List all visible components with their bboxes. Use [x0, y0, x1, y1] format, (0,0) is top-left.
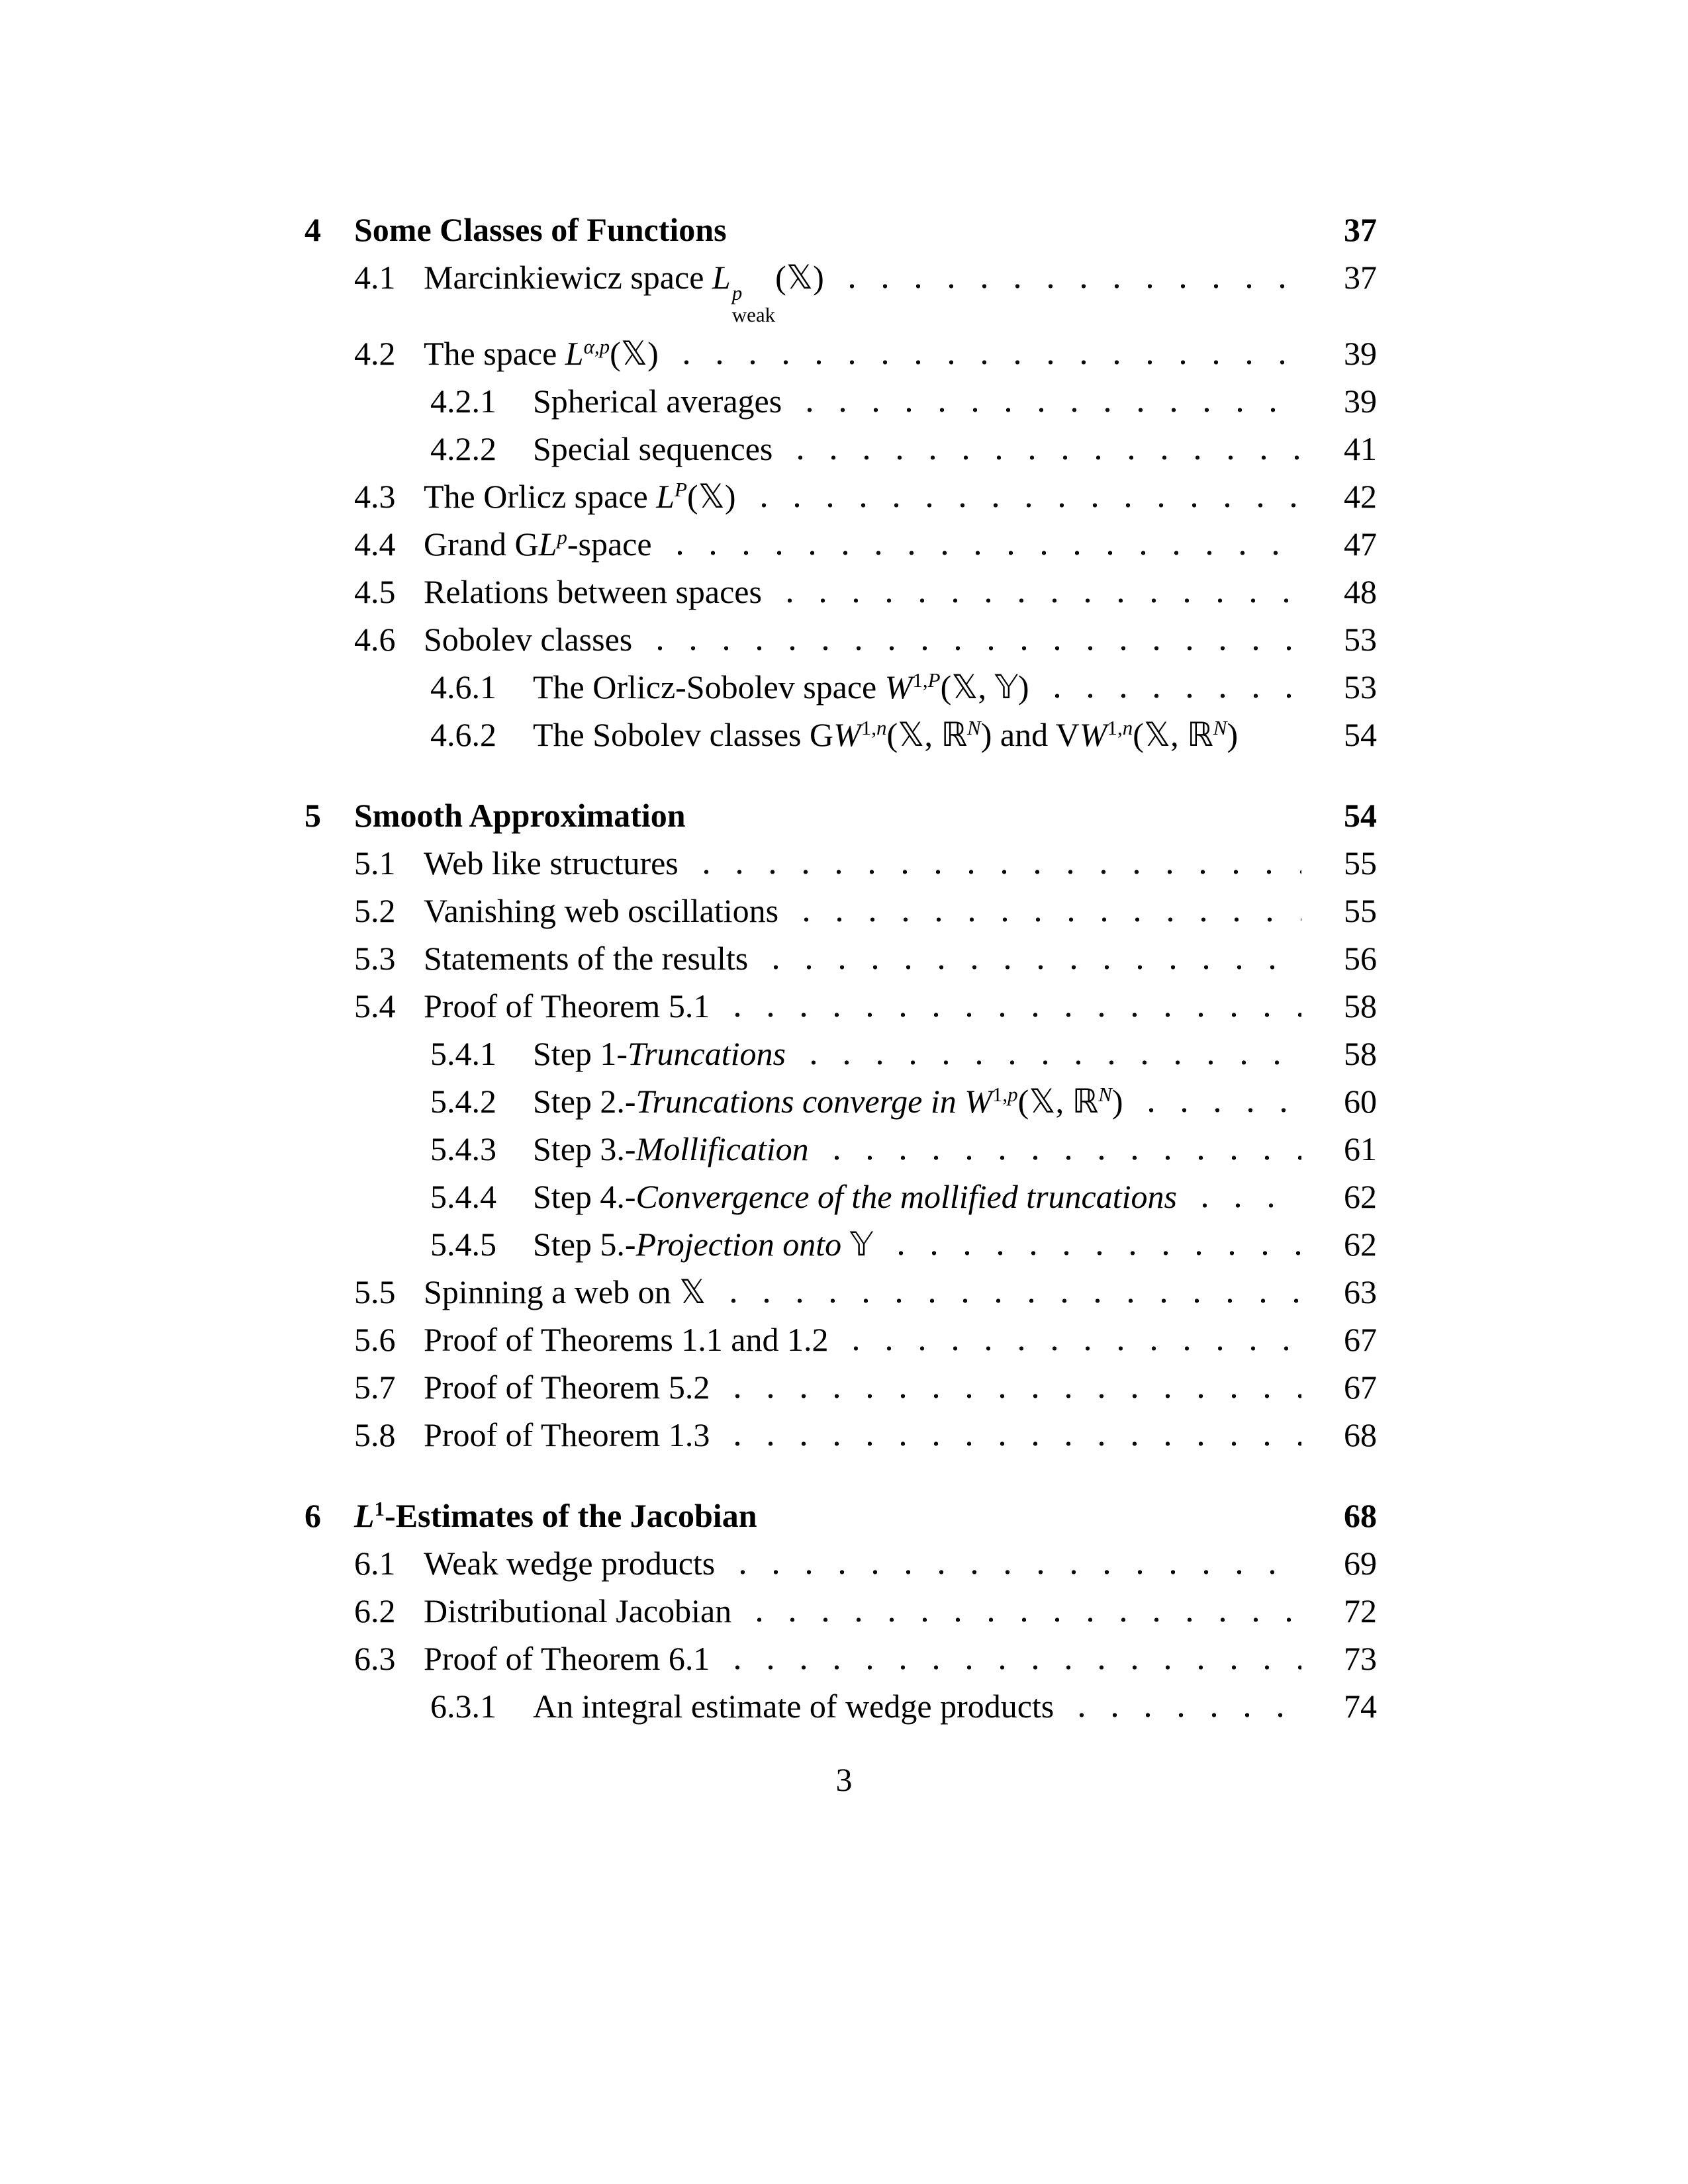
- dot-leader: [1041, 694, 1301, 698]
- blackboard-letter: ℝ: [941, 715, 968, 754]
- dot-leader: [722, 1665, 1301, 1670]
- toc-entry-page: 55: [1344, 844, 1377, 882]
- dot-leader: [739, 236, 1301, 241]
- dot-leader: [690, 870, 1301, 874]
- toc-entry-title: Proof of Theorem 1.3: [424, 1416, 710, 1454]
- toc-entry-page: 53: [1344, 621, 1377, 659]
- toc-entry-4.2.2: [305, 430, 1377, 469]
- toc-entry-number: 6: [305, 1497, 321, 1535]
- blackboard-letter: �: [620, 334, 648, 373]
- toc-entry-number: 4.6.2: [430, 716, 496, 754]
- toc-entry-page: 56: [1344, 940, 1377, 978]
- script-W: W: [1079, 716, 1107, 754]
- toc-entry-title: Weak wedge products: [424, 1545, 716, 1582]
- dot-leader: [821, 1156, 1301, 1160]
- toc-entry-number: 5.4.4: [430, 1178, 496, 1216]
- toc-entry-number: 4.5: [354, 573, 396, 611]
- blackboard-letter: �: [951, 668, 978, 707]
- toc-entry-number: 4.4: [354, 525, 396, 563]
- toc-entry-5.1: [305, 844, 1377, 883]
- toc-entry-number: 4.6: [354, 621, 396, 659]
- toc-entry-page: 68: [1344, 1497, 1377, 1535]
- toc-entry-number: 4.2: [354, 335, 396, 373]
- toc-entry-5.4: [305, 987, 1377, 1026]
- toc-entry-page: 74: [1344, 1688, 1377, 1725]
- dot-leader: [698, 822, 1301, 827]
- toc-entry-page: 63: [1344, 1273, 1377, 1311]
- toc-entry-4.5: [305, 572, 1377, 612]
- toc-entry-number: 5.4.2: [430, 1083, 496, 1120]
- blackboard-letter: �: [698, 477, 725, 516]
- dot-leader: [727, 1570, 1301, 1574]
- toc-entry-4.6.2: [305, 715, 1377, 754]
- toc-entry-title: Proof of Theorems 1.1 and 1.2: [424, 1321, 829, 1359]
- toc-entry-title: Step 3.-Mollification: [533, 1130, 809, 1168]
- toc-entry-5.2: [305, 891, 1377, 931]
- blackboard-letter: �: [679, 1273, 706, 1312]
- toc-entry-5.3: [305, 939, 1377, 978]
- toc-section-4: [305, 210, 1377, 250]
- toc-entry-page: 62: [1344, 1178, 1377, 1216]
- toc-entry-number: 4.3: [354, 478, 396, 516]
- toc-entry-page: 37: [1344, 211, 1377, 248]
- toc-entry-4.1: [305, 258, 1377, 326]
- toc-entry-title: Vanishing web oscillations: [424, 892, 779, 930]
- toc-entry-title: Proof of Theorem 5.2: [424, 1369, 710, 1406]
- table-of-contents: [305, 210, 1377, 1735]
- toc-entry-title: Web like structures: [424, 844, 679, 882]
- toc-entry-6.3.1: [305, 1687, 1377, 1726]
- page-footer: [0, 1760, 1688, 1799]
- toc-entry-title: Spherical averages: [533, 383, 782, 420]
- dot-leader: [784, 455, 1301, 460]
- toc-entry-page: 55: [1344, 892, 1377, 930]
- dot-leader: [644, 646, 1301, 651]
- toc-entry-title: Marcinkiewicz space L p weak (�): [424, 258, 824, 326]
- toc-entry-title: Step 5.-Projection onto �: [533, 1225, 874, 1264]
- toc-entry-page: 42: [1344, 478, 1377, 516]
- toc-entry-page: 37: [1344, 259, 1377, 296]
- toc-entry-number: 4.6.1: [430, 668, 496, 706]
- dot-leader: [798, 1060, 1301, 1065]
- toc-entry-page: 48: [1344, 573, 1377, 611]
- dot-leader: [1250, 741, 1301, 746]
- toc-entry-title: The Orlicz-Sobolev space $W^{1,P}(�$, �): [533, 668, 1029, 707]
- toc-entry-page: 60: [1344, 1083, 1377, 1120]
- toc-entry-page: 72: [1344, 1592, 1377, 1630]
- toc-entry-4.2.1: [305, 382, 1377, 421]
- dot-leader: [774, 598, 1301, 603]
- toc-entry-4.6.1: [305, 668, 1377, 707]
- blackboard-letter: �: [849, 1225, 874, 1264]
- dot-leader: [1135, 1108, 1301, 1113]
- toc-entry-title: Grand $GL^p$-space: [424, 525, 652, 563]
- toc-entry-6.3: [305, 1639, 1377, 1678]
- toc-entry-title: Some Classes of Functions: [354, 211, 727, 248]
- toc-entry-number: 4.1: [354, 259, 396, 296]
- script-L: L: [656, 478, 675, 516]
- toc-entry-page: 58: [1344, 1035, 1377, 1073]
- toc-entry-number: 4.2.1: [430, 383, 496, 420]
- toc-entry-title: Special sequences: [533, 430, 773, 468]
- dot-leader: [794, 408, 1301, 412]
- blackboard-letter: �: [1029, 1082, 1056, 1121]
- toc-entry-page: 73: [1344, 1640, 1377, 1678]
- dot-leader: [769, 1522, 1302, 1527]
- toc-entry-number: 6.3: [354, 1640, 396, 1678]
- toc-entry-number: 5.2: [354, 892, 396, 930]
- dot-leader: [722, 1394, 1301, 1398]
- toc-entry-title: The Sobolev classes GW$^{1,n}$(�, ℝ$^N$) and VW$^{1,n}$(�, ℝ$^N$): [533, 715, 1239, 754]
- toc-entry-4.2: [305, 334, 1377, 373]
- dot-leader: [718, 1298, 1301, 1303]
- script-L: L: [354, 1497, 375, 1535]
- toc-section-6: [305, 1496, 1377, 1535]
- toc-entry-6.1: [305, 1544, 1377, 1583]
- toc-section-5: [305, 796, 1377, 835]
- toc-entry-page: 47: [1344, 525, 1377, 563]
- toc-entry-title: The Orlicz space $L^P(�)$: [424, 477, 736, 516]
- toc-entry-number: 5.6: [354, 1321, 396, 1359]
- toc-entry-page: 68: [1344, 1416, 1377, 1454]
- toc-entry-number: 4: [305, 211, 321, 248]
- blackboard-letter: �: [994, 668, 1018, 707]
- blackboard-letter: �: [898, 715, 925, 754]
- toc-entry-4.6: [305, 620, 1377, 659]
- toc-entry-title: The space $L^{\alpha,p}(�)$: [424, 334, 659, 373]
- dot-leader: [836, 284, 1301, 289]
- toc-entry-4.3: [305, 477, 1377, 516]
- blackboard-letter: ℝ: [1072, 1082, 1099, 1121]
- blackboard-letter: �: [786, 258, 814, 296]
- dot-leader: [790, 917, 1301, 922]
- toc-entry-number: 5: [305, 797, 321, 835]
- dot-leader: [671, 360, 1301, 365]
- toc-entry-page: 62: [1344, 1226, 1377, 1263]
- toc-entry-5.8: [305, 1416, 1377, 1455]
- toc-entry-number: 5.8: [354, 1416, 396, 1454]
- toc-entry-title: Step 4.-Convergence of the mollified truncations: [533, 1178, 1177, 1216]
- toc-entry-title: Step 1-Truncations: [533, 1035, 786, 1073]
- toc-entry-title: Statements of the results: [424, 940, 749, 978]
- toc-entry-number: 5.4.5: [430, 1226, 496, 1263]
- toc-entry-5.4.2: [305, 1082, 1377, 1121]
- toc-entry-title: Proof of Theorem 6.1: [424, 1640, 710, 1678]
- toc-entry-page: 69: [1344, 1545, 1377, 1582]
- toc-entry-page: 67: [1344, 1321, 1377, 1359]
- toc-entry-5.5: [305, 1273, 1377, 1312]
- toc-entry-page: 67: [1344, 1369, 1377, 1406]
- toc-entry-title: An integral estimate of wedge products: [533, 1688, 1055, 1725]
- toc-entry-title: Relations between spaces: [424, 573, 762, 611]
- toc-entry-page: 58: [1344, 987, 1377, 1025]
- script-W: W: [833, 716, 861, 754]
- toc-entry-5.4.1: [305, 1034, 1377, 1073]
- toc-entry-4.4: [305, 525, 1377, 564]
- toc-entry-number: 4.2.2: [430, 430, 496, 468]
- toc-entry-5.7: [305, 1368, 1377, 1407]
- toc-entry-number: 5.4.3: [430, 1130, 496, 1168]
- script-L: L: [565, 335, 584, 373]
- dot-leader: [840, 1346, 1301, 1351]
- toc-entry-page: 54: [1344, 797, 1377, 835]
- toc-entry-5.6: [305, 1320, 1377, 1359]
- blackboard-letter: ℝ: [1187, 715, 1213, 754]
- dot-leader: [664, 551, 1301, 555]
- toc-entry-title: Step 2.-Truncations converge in W$^{1,p}$(�, ℝ$^N$): [533, 1082, 1123, 1121]
- toc-entry-title: Smooth Approximation: [354, 797, 686, 835]
- toc-entry-title: Proof of Theorem 5.1: [424, 987, 710, 1025]
- script-L: L: [712, 259, 731, 296]
- toc-entry-title: Distributional Jacobian: [424, 1592, 732, 1630]
- toc-entry-number: 5.5: [354, 1273, 396, 1311]
- dot-leader: [760, 965, 1301, 970]
- toc-entry-number: 5.7: [354, 1369, 396, 1406]
- dot-leader: [722, 1441, 1301, 1446]
- toc-entry-5.4.4: [305, 1177, 1377, 1216]
- blackboard-letter: �: [1143, 715, 1171, 754]
- toc-entry-title: Sobolev classes: [424, 621, 633, 659]
- toc-entry-page: 41: [1344, 430, 1377, 468]
- toc-entry-number: 6.1: [354, 1545, 396, 1582]
- toc-entry-number: 5.3: [354, 940, 396, 978]
- script-W: W: [884, 668, 913, 706]
- toc-entry-number: 5.4: [354, 987, 396, 1025]
- script-L: L: [538, 525, 557, 563]
- toc-entry-5.4.3: [305, 1130, 1377, 1169]
- toc-entry-page: 53: [1344, 668, 1377, 706]
- toc-entry-page: 39: [1344, 335, 1377, 373]
- toc-entry-page: 61: [1344, 1130, 1377, 1168]
- toc-entry-6.2: [305, 1592, 1377, 1631]
- toc-entry-title: $L^1$-Estimates of the Jacobian: [354, 1497, 757, 1535]
- dot-leader: [1189, 1203, 1301, 1208]
- toc-entry-number: 5.4.1: [430, 1035, 496, 1073]
- toc-entry-number: 5.1: [354, 844, 396, 882]
- toc-entry-number: 6.2: [354, 1592, 396, 1630]
- dot-leader: [1066, 1713, 1301, 1717]
- toc-entry-5.4.5: [305, 1225, 1377, 1264]
- toc-entry-title: Spinning a web on �: [424, 1273, 706, 1312]
- script-W: W: [964, 1083, 992, 1120]
- dot-leader: [722, 1013, 1301, 1017]
- toc-entry-page: 39: [1344, 383, 1377, 420]
- page-number: 3: [835, 1761, 853, 1798]
- dot-leader: [885, 1251, 1301, 1255]
- toc-entry-number: 6.3.1: [430, 1688, 496, 1725]
- toc-entry-page: 54: [1344, 716, 1377, 754]
- dot-leader: [743, 1617, 1301, 1622]
- dot-leader: [748, 503, 1301, 508]
